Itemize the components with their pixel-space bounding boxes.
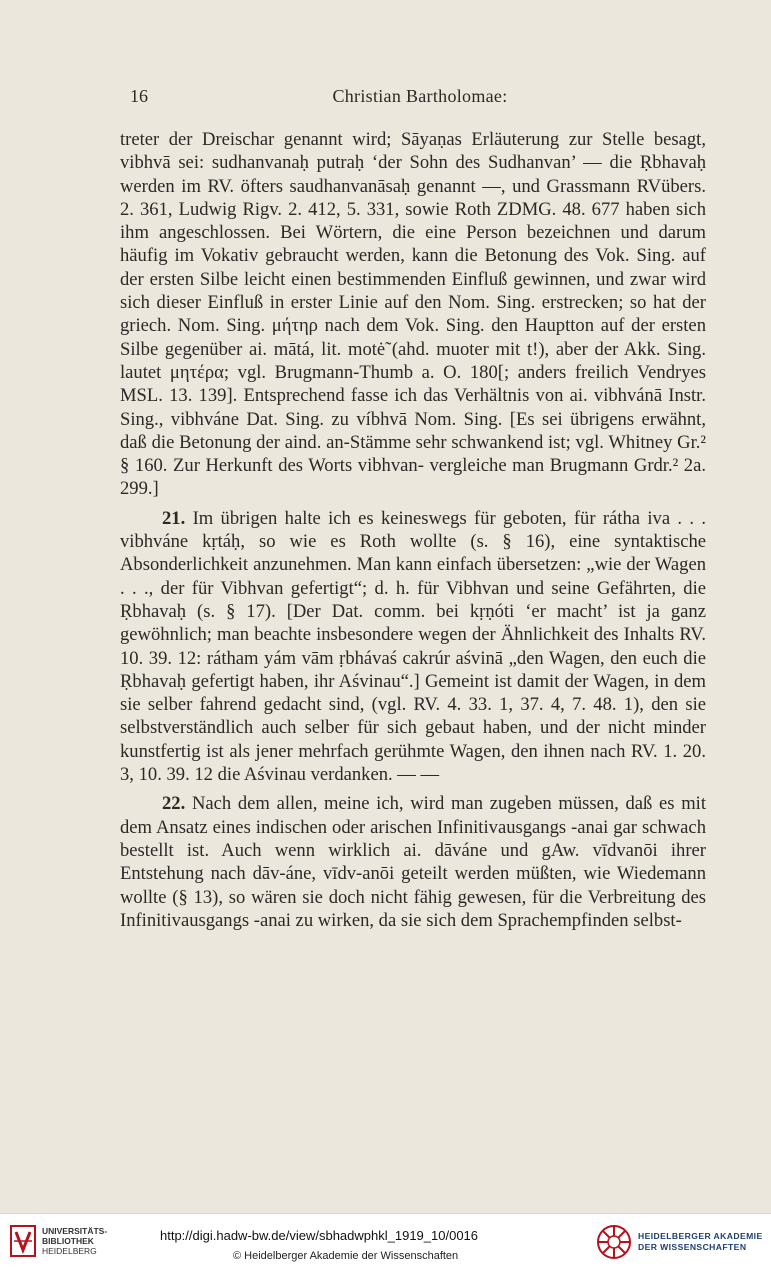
copyright-text: © Heidelberger Akademie der Wissenschaften [233, 1250, 459, 1262]
hadw-logo[interactable] [596, 1222, 763, 1262]
ub-line-3: HEIDELBERG [42, 1246, 97, 1256]
ub-line-2: BIBLIOTHEK [42, 1236, 94, 1246]
viewer-footer [0, 1213, 771, 1270]
hadw-line-1: HEIDELBERGER AKADEMIE [638, 1231, 763, 1241]
running-title: Christian Bartholomae: [332, 86, 508, 106]
section-21-number: 21. [162, 507, 186, 529]
section-22-number: 22. [162, 793, 186, 815]
hadw-text [638, 1231, 763, 1253]
page-number: 16 [130, 86, 148, 106]
ub-heidelberg-text [42, 1226, 107, 1256]
ub-heidelberg-icon [10, 1224, 36, 1258]
paragraph-continued: treter der Dreischar genannt wird; Sāyaṇas Erläuterung zur Stelle besagt, vibhvā sei: sudhanvanaḥ putraḥ ‘der Sohn des Sudhanvan’ — die Ṛbhavaḥ werden im RV. öfters saudhanvanāsaḥ genannt —, und Grassmann RVübers. 2. 361, Ludwig Rigv. 2. 412, 5. 331, sowie Roth ZDMG. 48. 677 haben sich ihm angeschlossen. Bei Wörtern, die eine Person bezeichnen und darum häufig im Vokativ gebraucht werden, kann die Betonung des Vok. Sing. auf der ersten Silbe leicht einen bestimmenden Einfluß gewinnen, und zwar wird sich dieser Einfluß in erster Linie auf den Nom. Sing. erstrecken; so hat der griech. Nom. Sing. μήτηρ nach dem Vok. Sing. den Hauptton auf der ersten Silbe gegenüber ai. mātá, lit. motė̃ (ahd. muoter mit t!), aber der Akk. Sing. lautet μητέρα; vgl. Brugmann-Thumb a. O. 180[; anders freilich Vendryes MSL. 13. 139]. Entsprechend fasse ich das Verhältnis von ai. vibhvánā Instr. Sing., vibhváne Dat. Sing. zu víbhvā Nom. Sing. [Es sei übrigens erwähnt, daß die Betonung der aind. an-Stämme sehr schwankend ist; vgl. Whitney Gr.² § 160. Zur Herkunft des Worts vibhvan- vergleiche man Brugmann Grdr.² 2a. 299.] [120, 129, 706, 500]
section-21-text: Im übrigen halte ich es keineswegs für geboten, für rátha iva . . . vibhváne kṛtáḥ, so wie es Roth wollte (s. § 16), eine syntaktische Absonderlichkeit anzunehmen. Man kann einfach übersetzen: „wie der Wagen . . ., der für Vibhvan gefertigt“; d. h. für Vibhvan und seine Gefährten, die Ṛbhavaḥ (s. § 17). [Der Dat. comm. bei kṛṇóti ‘er macht’ ist ja ganz gewöhnlich; man beachte insbesondere wegen der Ähnlichkeit des Inhalts RV. 10. 39. 12: rátham yám vām ṛbhávaś cakrúr aśvinā „den Wagen, den euch die Ṛbhavaḥ gefertigt haben, ihr Aśvinau“.] Gemeint ist damit der Wagen, in dem sie selber fahrend gedacht sind, (vgl. RV. 4. 33. 1, 37. 4, 7. 48. 1), den sie selbstverständlich auch selber für sich gebaut haben, und der nicht minder kunstfertig ist als jener mehrfach gerühmte Wagen, den ihnen nach RV. 1. 20. 3, 10. 39. 12 die Aśvinau verdanken. — — [120, 507, 706, 786]
permalink-url[interactable]: http://digi.hadw-bw.de/view/sbhadwphkl_1919_10/0016 [160, 1228, 479, 1243]
ub-line-1: UNIVERSITÄTS- [42, 1226, 108, 1236]
section-21 [120, 507, 706, 787]
academy-seal-icon [596, 1222, 632, 1262]
section-22-text: Nach dem allen, meine ich, wird man zugeben müssen, daß es mit dem Ansatz eines indischen oder arischen Infinitivausgangs -anai gar schwach bestellt ist. Auch wenn wirklich ai. dāváne und gAw. vīdvanōi ihrer Entstehung nach dāv-áne, vīdv-anōi geteilt werden müßten, wie Wiedemann wollte (§ 13), so wären sie doch nicht fähig gewesen, für die Verbreitung des Infinitivausgangs -anai zu wirken, da sie sich dem Sprachempfinden selbst- [120, 793, 706, 931]
hadw-line-2: DER WISSENSCHAFTEN [638, 1242, 747, 1252]
page-body [120, 128, 706, 932]
section-22 [120, 792, 706, 932]
ub-heidelberg-logo[interactable] [10, 1224, 107, 1258]
